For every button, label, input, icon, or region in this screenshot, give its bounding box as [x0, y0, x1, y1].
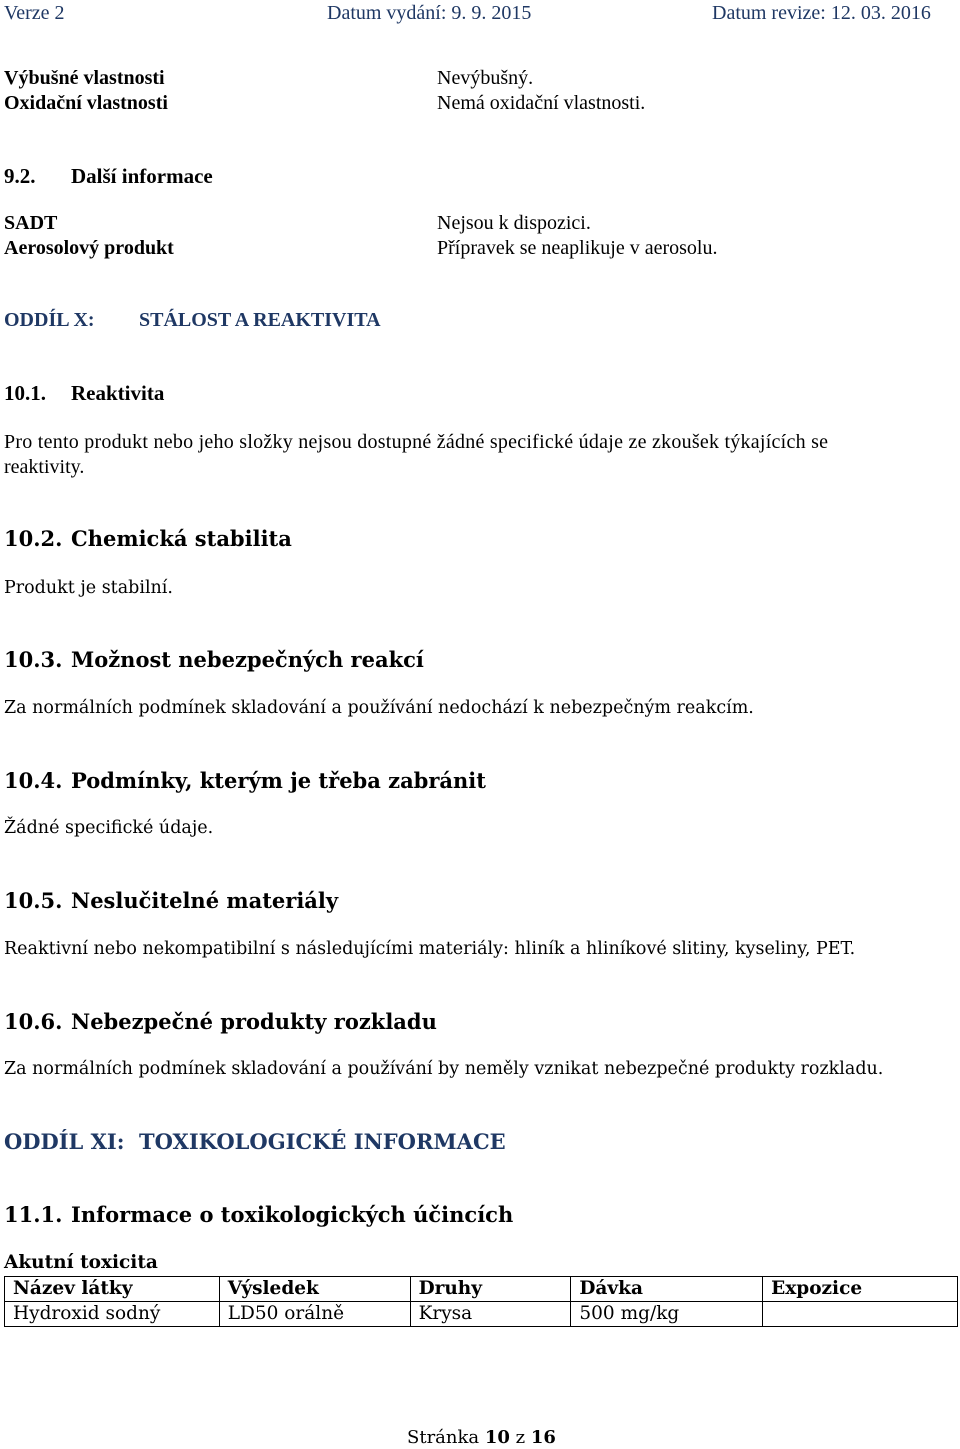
explosive-label: Výbušné vlastnosti — [4, 67, 165, 89]
header-version: Verze 2 — [4, 2, 65, 24]
s101-text-line1: Pro tento produkt nebo jeho složky nejsou dostupné žádné specifické údaje ze zkoušek týkajících se — [4, 431, 829, 453]
s102-number: 10.2. — [4, 526, 63, 551]
table-row — [5, 1302, 958, 1327]
s106-text: Za normálních podmínek skladování a používání by neměly vznikat nebezpečné produkty rozkladu. — [4, 1059, 884, 1079]
s103-number: 10.3. — [4, 647, 63, 672]
col-header-result: Výsledek — [219, 1277, 410, 1302]
s101-text-line2: reaktivity. — [4, 456, 85, 478]
s102-title: Chemická stabilita — [71, 526, 292, 551]
s106-number: 10.6. — [4, 1009, 63, 1034]
cell-result: LD50 orálně — [219, 1302, 410, 1327]
page-label: Stránka — [407, 1427, 480, 1448]
page-number: 10 — [484, 1427, 510, 1448]
section11-label: ODDÍL XI: — [4, 1129, 125, 1154]
s92-number: 9.2. — [4, 164, 36, 188]
s106-title: Nebezpečné produkty rozkladu — [71, 1009, 437, 1034]
acute-toxicity-table — [4, 1276, 958, 1327]
table-header-row — [5, 1277, 958, 1302]
oxidizing-label: Oxidační vlastnosti — [4, 92, 168, 114]
cell-exposure — [763, 1302, 958, 1327]
s104-text: Žádné specifické údaje. — [4, 818, 214, 838]
oxidizing-value: Nemá oxidační vlastnosti. — [437, 92, 646, 114]
s92-title: Další informace — [71, 164, 213, 188]
aerosol-label: Aerosolový produkt — [4, 237, 174, 259]
s104-title: Podmínky, kterým je třeba zabránit — [71, 768, 486, 793]
s101-title: Reaktivita — [71, 381, 165, 405]
page-of: z — [515, 1427, 526, 1448]
s103-text: Za normálních podmínek skladování a používání nedochází k nebezpečným reakcím. — [4, 698, 754, 718]
s111-title: Informace o toxikologických účincích — [71, 1202, 514, 1227]
sadt-value: Nejsou k dispozici. — [437, 212, 591, 234]
explosive-value: Nevýbušný. — [437, 67, 534, 89]
s105-text: Reaktivní nebo nekompatibilní s následujícími materiály: hliník a hliníkové slitiny, kyseliny, PET. — [4, 939, 856, 959]
s104-number: 10.4. — [4, 768, 63, 793]
s105-title: Neslučitelné materiály — [71, 888, 339, 913]
tox-caption: Akutní toxicita — [4, 1252, 158, 1273]
s105-number: 10.5. — [4, 888, 63, 913]
s103-title: Možnost nebezpečných reakcí — [71, 647, 424, 672]
s102-text: Produkt je stabilní. — [4, 578, 173, 598]
section10-label: ODDÍL X: — [4, 309, 95, 331]
s111-number: 11.1. — [4, 1202, 63, 1227]
aerosol-value: Přípravek se neaplikuje v aerosolu. — [437, 237, 718, 259]
s101-number: 10.1. — [4, 381, 46, 405]
cell-dose: 500 mg/kg — [571, 1302, 763, 1327]
col-header-substance: Název látky — [5, 1277, 220, 1302]
col-header-exposure: Expozice — [763, 1277, 958, 1302]
cell-species: Krysa — [410, 1302, 571, 1327]
header-revision-date: Datum revize: 12. 03. 2016 — [712, 2, 931, 24]
cell-substance: Hydroxid sodný — [5, 1302, 220, 1327]
col-header-species: Druhy — [410, 1277, 571, 1302]
section10-title: STÁLOST A REAKTIVITA — [139, 309, 381, 331]
sadt-label: SADT — [4, 212, 58, 234]
col-header-dose: Dávka — [571, 1277, 763, 1302]
header-issue-date: Datum vydání: 9. 9. 2015 — [327, 2, 532, 24]
section11-title: TOXIKOLOGICKÉ INFORMACE — [139, 1129, 506, 1154]
page-total: 16 — [530, 1427, 556, 1448]
page-footer — [407, 1427, 556, 1448]
